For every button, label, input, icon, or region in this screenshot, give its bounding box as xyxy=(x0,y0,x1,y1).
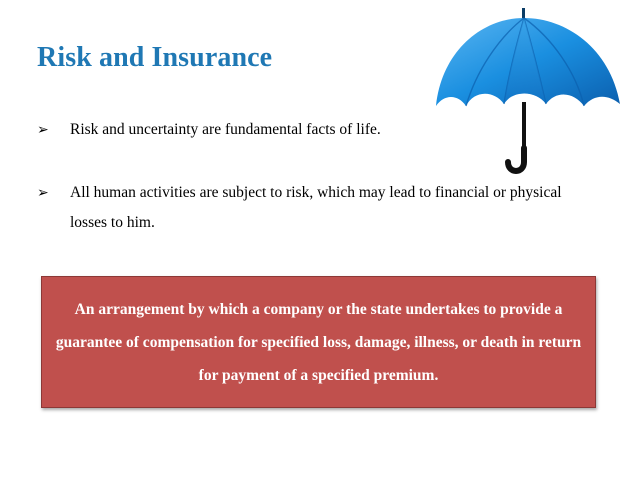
slide-title: Risk and Insurance xyxy=(37,42,273,73)
definition-box xyxy=(41,276,596,408)
umbrella-icon xyxy=(428,2,628,180)
definition-text: An arrangement by which a company or the state undertakes to provide a guarantee of compensation for specified loss, damage, illness, or death in return for payment of a specified premium. xyxy=(55,300,582,384)
arrow-bullet-icon: ➢ xyxy=(37,185,49,201)
arrow-bullet-icon: ➢ xyxy=(37,122,49,138)
bullet-item xyxy=(37,178,577,238)
bullet-text: Risk and uncertainty are fundamental facts of life. xyxy=(70,121,381,138)
bullet-text: All human activities are subject to risk, which may lead to financial or physical losses to him. xyxy=(70,184,562,231)
